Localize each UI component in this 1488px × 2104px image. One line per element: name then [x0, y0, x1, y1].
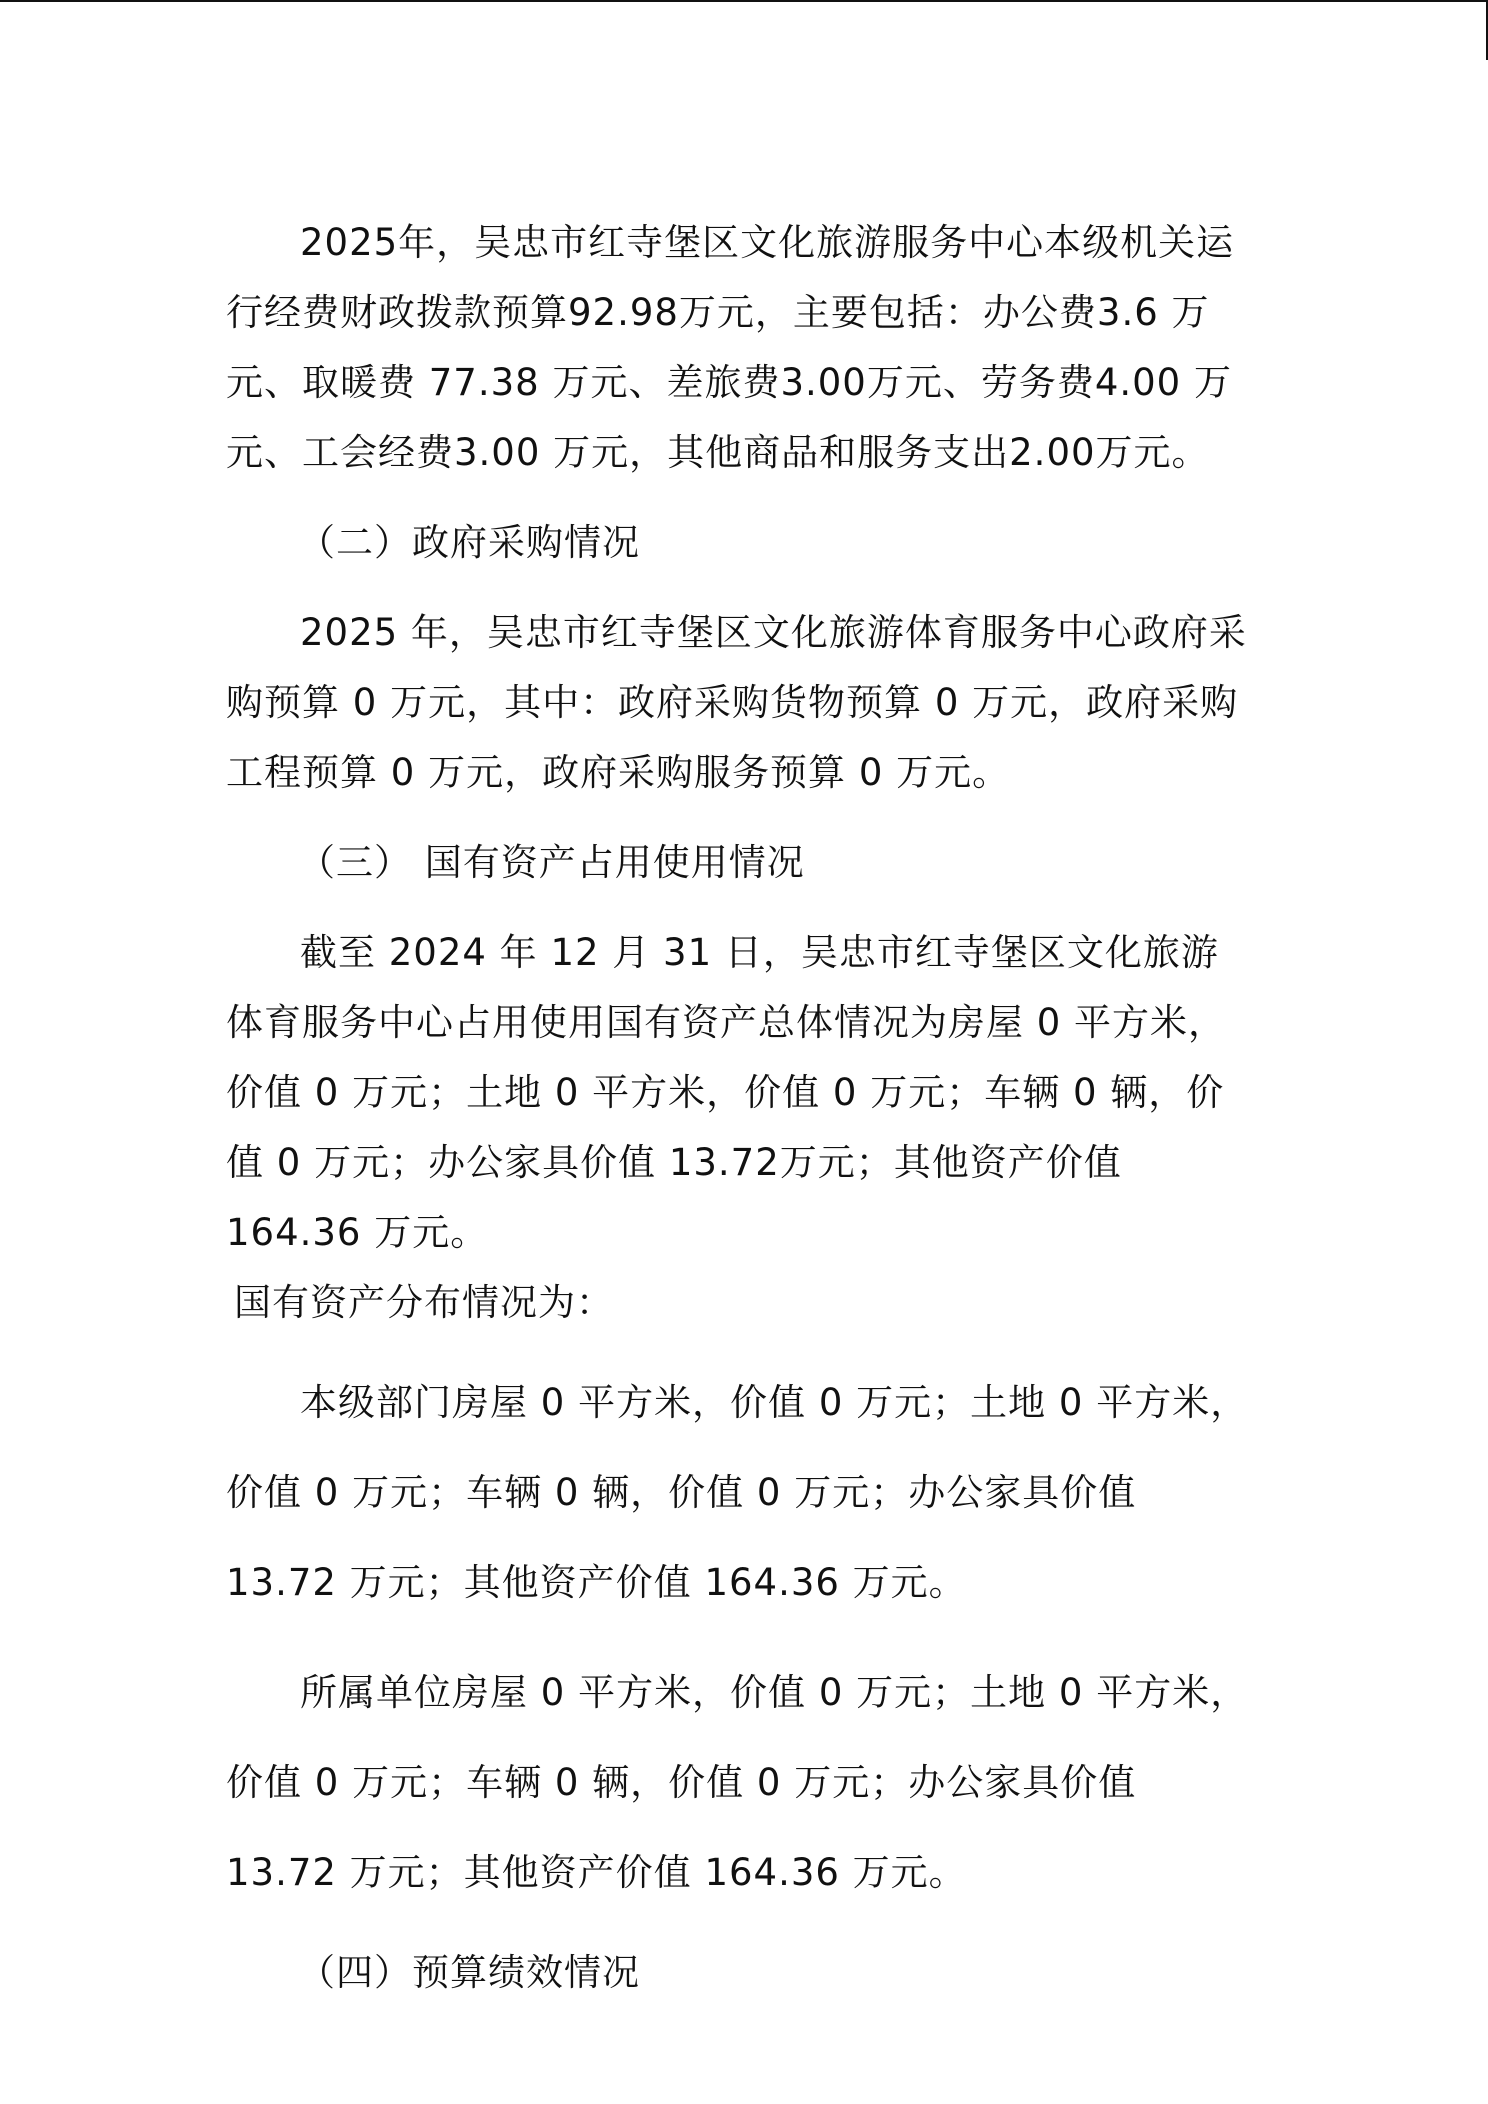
paragraph-department-assets: 本级部门房屋 0 平方米，价值 0 万元；土地 0 平方米，价值 0 万元；车辆 0 辆，价值 0 万元；办公家具价值 13.72 万元；其他资产价值 164.36 万元。: [226, 1381, 1249, 1604]
paragraph-state-assets: 截至 2024 年 12 月 31 日，吴忠市红寺堡区文化旅游体育服务中心占用使用国有资产总体情况为房屋 0 平方米，价值 0 万元；土地 0 平方米，价值 0 万元；车辆 0 辆，价值 0 万元；办公家具价值 13.72万元；其他资产价值 164.36 万元。: [226, 931, 1227, 1254]
heading-budget-performance: （四）预算绩效情况: [298, 1951, 640, 1994]
paragraph-government-procurement: 2025 年，吴忠市红寺堡区文化旅游体育服务中心政府采购预算 0 万元，其中：政府采购货物预算 0 万元，政府采购工程预算 0 万元，政府采购服务预算 0 万元。: [226, 611, 1247, 794]
document-body: [226, 208, 1256, 2028]
paragraph-affiliated-unit-assets: 所属单位房屋 0 平方米，价值 0 万元；土地 0 平方米，价值 0 万元；车辆 0 辆，价值 0 万元；办公家具价值 13.72 万元；其他资产价值 164.36 万元。: [226, 1671, 1249, 1894]
page-top-border: [0, 0, 1488, 2]
paragraph-asset-distribution-intro: 国有资产分布情况为：: [234, 1281, 614, 1324]
paragraph-operating-expenses: 2025年，吴忠市红寺堡区文化旅游服务中心本级机关运行经费财政拨款预算92.98万元，主要包括：办公费3.6 万元、取暖费 77.38 万元、差旅费3.00万元、劳务费4.00 万元、工会经费3.00 万元，其他商品和服务支出2.00万元。: [226, 221, 1235, 474]
heading-state-assets: （三） 国有资产占用使用情况: [298, 841, 805, 884]
heading-government-procurement: （二）政府采购情况: [298, 521, 640, 564]
